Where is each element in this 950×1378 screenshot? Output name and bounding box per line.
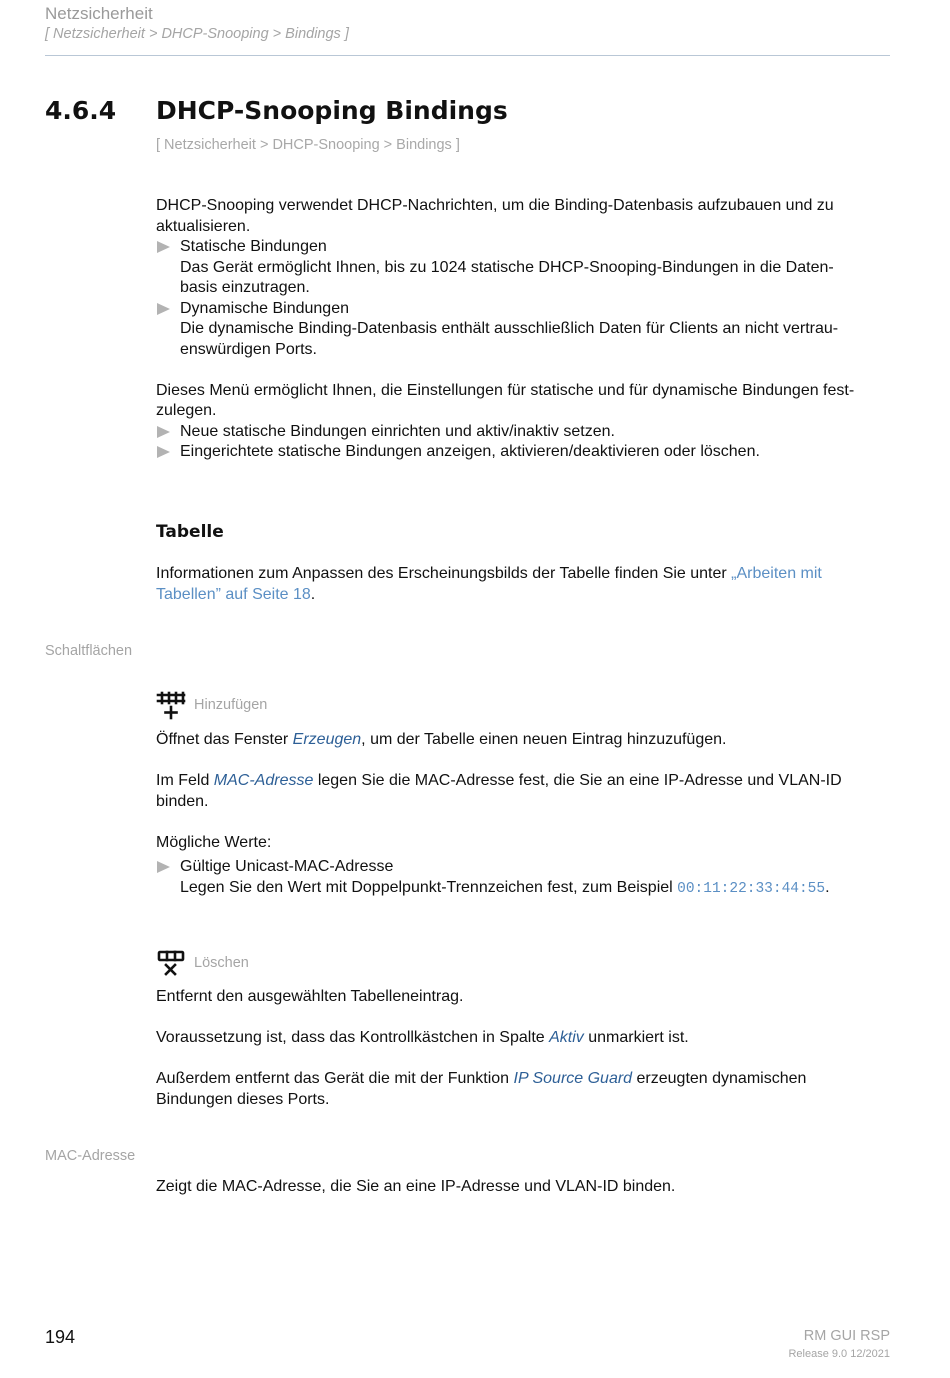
delete-text-part: Voraussetzung ist, dass das Kontrollkästchen in Spalte	[156, 1029, 550, 1046]
delete-text-part: Bindungen dieses Ports.	[156, 1090, 330, 1108]
running-header-breadcrumb: [ Netzsicherheit > DHCP-Snooping > Bindings ]	[45, 26, 349, 42]
bullet-text: Neue statische Bindungen einrichten und aktiv/inaktiv setzen.	[180, 422, 615, 440]
add-description	[156, 730, 896, 899]
bullet-item	[156, 442, 896, 463]
bullet-triangle-icon	[157, 241, 170, 253]
bullet-text: Die dynamische Binding-Datenbasis enthält ausschließlich Daten für Clients an nicht vertrau-	[180, 320, 839, 337]
add-text-part: binden.	[156, 792, 209, 810]
add-row-icon[interactable]	[156, 690, 186, 720]
margin-label-schaltflaechen: Schaltflächen	[45, 643, 133, 659]
delete-text-part: Außerdem entfernt das Gerät die mit der Funktion	[156, 1070, 514, 1087]
bullet-text: Das Gerät ermöglicht Ihnen, bis zu 1024 statische DHCP-Snooping-Bindungen in die Daten-	[180, 258, 834, 276]
bullet-text: .	[825, 878, 830, 896]
tabelle-link[interactable]: Tabellen” auf Seite 18	[156, 585, 311, 603]
mac-adresse-link[interactable]: MAC-Adresse	[213, 772, 314, 789]
add-text-part: legen Sie die MAC-Adresse fest, die Sie an eine IP-Adresse und VLAN-ID	[313, 772, 842, 789]
margin-label-mac-adresse: MAC-Adresse	[45, 1148, 136, 1164]
add-text-part: Im Feld	[156, 772, 214, 789]
bullet-text: basis einzutragen.	[180, 279, 310, 296]
bullet-item	[156, 422, 896, 443]
menu-line: Dieses Menü ermöglicht Ihnen, die Einstellungen für statische und für dynamische Bindungen fest-	[156, 381, 855, 399]
intro-line: aktualisieren.	[156, 217, 251, 235]
section-number: 4.6.4	[45, 96, 117, 125]
header-divider	[45, 55, 890, 56]
tabelle-text-part: .	[310, 585, 316, 603]
add-text-part: Öffnet das Fenster	[156, 731, 293, 748]
tabelle-text-part: Informationen zum Anpassen des Erscheinungsbilds der Tabelle finden Sie unter	[156, 565, 732, 582]
intro-block	[156, 196, 896, 463]
delete-row-icon[interactable]	[156, 948, 186, 978]
mac-example-code: 00:11:22:33:44:55	[677, 880, 826, 897]
tabelle-heading: Tabelle	[156, 522, 224, 542]
delete-text-part: erzeugten dynamischen	[632, 1070, 807, 1087]
ip-source-guard-link[interactable]: IP Source Guard	[513, 1070, 633, 1087]
bullet-triangle-icon	[157, 303, 170, 315]
delete-description	[156, 987, 896, 1110]
add-button-label[interactable]: Hinzufügen	[194, 697, 268, 713]
running-header-title: Netzsicherheit	[45, 4, 153, 23]
page-number: 194	[45, 1327, 76, 1347]
bullet-triangle-icon	[157, 861, 170, 873]
bullet-item	[156, 299, 896, 361]
bullet-triangle-icon	[157, 446, 170, 458]
erzeugen-link[interactable]: Erzeugen	[292, 731, 362, 748]
aktiv-link[interactable]: Aktiv	[549, 1029, 584, 1046]
possible-values-label: Mögliche Werte:	[156, 833, 272, 851]
mac-description: Zeigt die MAC-Adresse, die Sie an eine IP-Adresse und VLAN-ID binden.	[156, 1178, 676, 1195]
delete-text: Entfernt den ausgewählten Tabelleneintrag.	[156, 988, 464, 1005]
bullet-title: Gültige Unicast-MAC-Adresse	[180, 858, 394, 875]
bullet-item	[156, 237, 896, 299]
tabelle-link[interactable]: „Arbeiten mit	[731, 565, 822, 582]
add-text-part: , um der Tabelle einen neuen Eintrag hinzuzufügen.	[361, 731, 727, 748]
intro-line: DHCP-Snooping verwendet DHCP-Nachrichten, um die Binding-Datenbasis aufzubauen und zu	[156, 197, 834, 214]
section-title: DHCP-Snooping Bindings	[156, 96, 508, 125]
bullet-text: enswürdigen Ports.	[180, 340, 317, 358]
bullet-item	[156, 857, 896, 899]
footer-release: Release 9.0 12/2021	[788, 1348, 890, 1360]
section-breadcrumb: [ Netzsicherheit > DHCP-Snooping > Bindings ]	[156, 137, 460, 153]
bullet-text: Legen Sie den Wert mit Doppelpunkt-Trennzeichen fest, zum Beispiel	[180, 878, 678, 896]
footer-document-id: RM GUI RSP	[803, 1328, 890, 1344]
menu-line: zulegen.	[156, 402, 217, 419]
delete-button-row	[156, 948, 249, 978]
bullet-text: Eingerichtete statische Bindungen anzeigen, aktivieren/deaktivieren oder löschen.	[180, 443, 760, 460]
add-button-row	[156, 690, 267, 720]
delete-button-label[interactable]: Löschen	[194, 955, 249, 971]
tabelle-text	[156, 564, 896, 605]
bullet-title: Dynamische Bindungen	[180, 299, 349, 317]
delete-text-part: unmarkiert ist.	[583, 1029, 689, 1046]
bullet-triangle-icon	[157, 426, 170, 438]
bullet-title: Statische Bindungen	[180, 238, 327, 255]
